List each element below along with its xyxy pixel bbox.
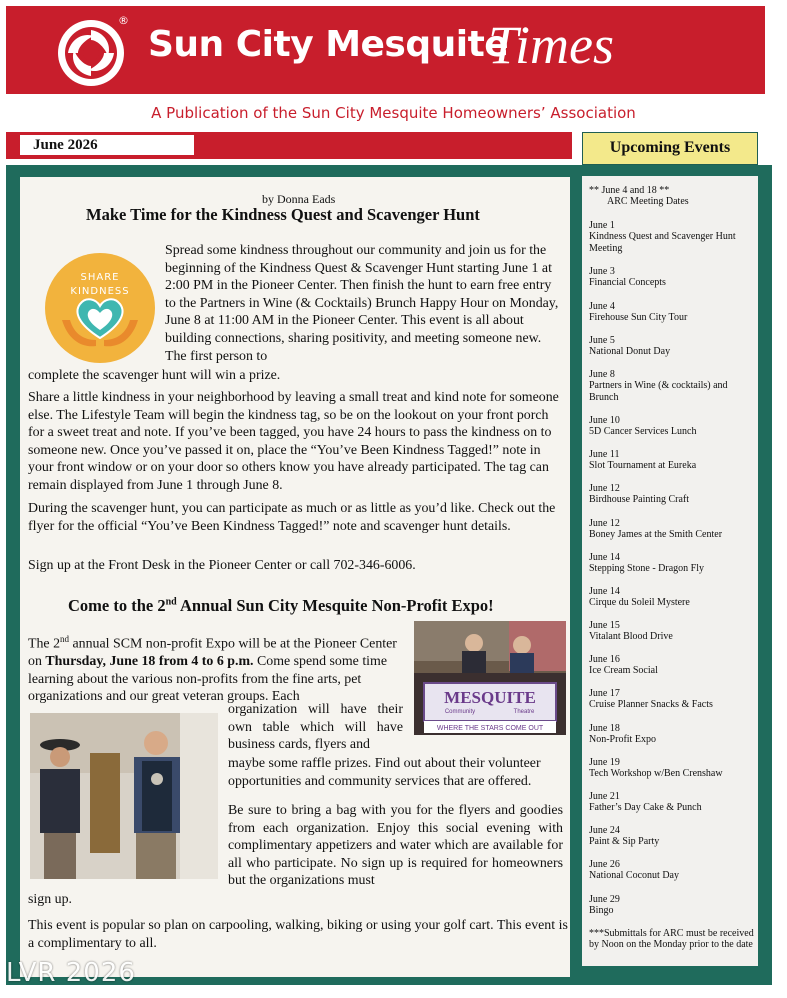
event-name: National Donut Day: [589, 346, 671, 358]
event-item: [589, 483, 755, 506]
event-date: June 12: [589, 483, 620, 494]
event-date: June 19: [589, 757, 620, 768]
event-date: June 1: [589, 220, 615, 231]
expo-banner-theatre: Theatre: [513, 709, 535, 715]
expo-table-photo: [414, 621, 566, 735]
article-byline: by Donna Eads: [262, 192, 336, 206]
event-name: Kindness Quest and Scavenger Hunt Meeting: [589, 231, 736, 254]
event-name: 5D Cancer Services Lunch: [589, 426, 697, 438]
badge-text-kindness: KINDNESS: [70, 286, 130, 297]
event-date: June 21: [589, 791, 620, 802]
event-date: June 5: [589, 335, 615, 346]
event-date: June 14: [589, 586, 620, 597]
event-date: June 4: [589, 301, 615, 312]
kindness-paragraph-1-end: complete the scavenger hunt will win a prize.: [28, 368, 281, 383]
event-item: [589, 688, 755, 711]
event-item: [589, 266, 755, 289]
badge-text-share: SHARE: [80, 272, 120, 283]
event-item: [589, 654, 755, 677]
event-name: Father’s Day Cake & Punch: [589, 802, 702, 814]
event-name: Financial Concepts: [589, 277, 666, 289]
event-name: Cirque du Soleil Mystere: [589, 597, 690, 609]
event-name: Boney James at the Smith Center: [589, 529, 723, 541]
expo-p1-c: Come spend some time learning about the various non-profits from the fine arts, pet organizations and our great veteran groups. Each: [28, 654, 388, 705]
lvr-watermark: LVR 2026: [6, 958, 136, 988]
event-date: June 18: [589, 723, 620, 734]
masthead-brand: Sun City Mesquite: [148, 24, 509, 65]
expo-paragraph-2: organization will have their own table which will have business cards, flyers and: [228, 702, 403, 753]
event-name: Firehouse Sun City Tour: [589, 312, 688, 324]
event-item: [589, 220, 755, 254]
masthead-brand-script: Times: [488, 15, 615, 75]
event-date: June 8: [589, 369, 615, 380]
expo-banner-tagline: WHERE THE STARS COME OUT: [436, 725, 544, 732]
event-item: [589, 586, 755, 609]
event-date: June 10: [589, 415, 620, 426]
expo-paragraph-1: [28, 631, 408, 706]
expo-date-time: Thursday, June 18 from 4 to 6 p.m.: [45, 654, 254, 670]
event-date: June 17: [589, 688, 620, 699]
kindness-paragraph-3: During the scavenger hunt, you can participate as much or as little as you’d like. Check out the flyer for the official “You’ve Been Kindness Tagged!” note and scavenger hunt details.: [28, 501, 556, 534]
expo-banner-community: Community: [444, 709, 476, 715]
article-title-kindness: Make Time for the Kindness Quest and Scavenger Hunt: [86, 205, 480, 224]
event-name: Vitalant Blood Drive: [589, 631, 673, 643]
arc-footnote: ***Submittals for ARC must be received by Noon on the Monday prior to the date: [589, 928, 754, 951]
event-name: Paint & Sip Party: [589, 836, 660, 848]
expo-p1-b: annual SCM non-profit Expo will be at the Pioneer Center on: [28, 636, 397, 670]
sun-city-logo-icon: [56, 18, 126, 88]
event-name: ARC Meeting Dates: [607, 196, 689, 208]
expo-title-sup: nd: [165, 596, 177, 608]
event-date: June 24: [589, 825, 620, 836]
event-name: Partners in Wine (& cocktails) and Brunch: [589, 380, 728, 403]
event-item: [589, 791, 755, 814]
kindness-signup: Sign up at the Front Desk in the Pioneer Center or call 702-346-6006.: [28, 558, 416, 573]
event-item: [589, 757, 755, 780]
event-item: [589, 825, 755, 848]
event-date: June 11: [589, 449, 620, 460]
event-date: June 15: [589, 620, 620, 631]
event-item: [589, 620, 755, 643]
event-item: [589, 415, 755, 438]
event-date: June 14: [589, 552, 620, 563]
publication-line: A Publication of the Sun City Mesquite Homeowners’ Association: [151, 104, 636, 122]
expo-p1-a: The 2: [28, 636, 61, 652]
expo-banner-mesquite: MESQUITE: [444, 688, 536, 707]
kindness-paragraph-1: Spread some kindness throughout our community and join us for the beginning of the Kindness Quest & Scavenger Hunt starting June 1 at 2:00 PM in the Pioneer Center. Then finish the hunt to earn free entry to the Partners in Wine (& Cocktails) Brunch Happy Hour on Monday, June 8 at 11:00 AM in the Pioneer Center. This event is all about building connections, sharing positivity, and meeting someone new. The first person to: [165, 243, 559, 364]
event-name: Stepping Stone - Dragon Fly: [589, 563, 704, 575]
event-date: June 3: [589, 266, 615, 277]
event-name: Slot Tournament at Eureka: [589, 460, 697, 472]
event-item: [589, 518, 755, 541]
expo-paragraph-4: Be sure to bring a bag with you for the flyers and goodies from each organization. Enjoy this social evening with complimentary appetizers and water which are available for all who participate. No sign up is required for homeowners but the organizations must: [228, 803, 563, 889]
event-item: [589, 301, 755, 324]
event-item: [589, 859, 755, 882]
event-name: Non-Profit Expo: [589, 734, 656, 746]
event-item: [589, 894, 755, 917]
share-kindness-badge-icon: [40, 248, 160, 368]
expo-paragraph-4-end: sign up.: [28, 892, 72, 907]
event-name: Cruise Planner Snacks & Facts: [589, 699, 713, 711]
event-date: June 12: [589, 518, 620, 529]
issue-date: June 2026: [20, 135, 194, 155]
kindness-paragraph-2: Share a little kindness in your neighborhood by leaving a small treat and kind note for someone else. The Lifestyle Team will begin the kindness tag, so be on the lookout on your front porch for a sweet treat and note. If you’ve been tagged, you have 24 hours to pass the kindness on to someone new. Once you’ve passed it on, place the “You’ve Been Kindness Tagged!” note in your front window or on your door so others know you have already participated. The tag can remain displayed from June 1 through June 8.: [28, 390, 559, 493]
event-item: [589, 723, 755, 746]
event-item: [589, 335, 755, 358]
event-item-arc: [589, 185, 755, 208]
veterans-photo: [30, 713, 218, 879]
expo-p1-sup: nd: [60, 634, 70, 644]
event-item: [589, 449, 755, 472]
event-item: [589, 552, 755, 575]
event-name: Birdhouse Painting Craft: [589, 494, 689, 506]
upcoming-events-title: Upcoming Events: [582, 132, 758, 165]
event-date: June 26: [589, 859, 620, 870]
registered-mark: ®: [118, 14, 129, 27]
event-date: ** June 4 and 18 **: [589, 185, 670, 196]
event-name: Ice Cream Social: [589, 665, 658, 677]
event-date: June 29: [589, 894, 620, 905]
event-name: Bingo: [589, 905, 614, 917]
expo-paragraph-3: maybe some raffle prizes. Find out about their volunteer opportunities and community services that are offered.: [228, 756, 541, 789]
expo-paragraph-5: This event is popular so plan on carpooling, walking, biking or using your golf cart. This event is a complimentary to all.: [28, 918, 568, 951]
event-name: National Coconut Day: [589, 870, 679, 882]
expo-title-b: Annual Sun City Mesquite Non-Profit Expo!: [176, 596, 494, 615]
event-date: June 16: [589, 654, 620, 665]
expo-title-a: Come to the 2: [68, 596, 166, 615]
article-title-expo: [68, 596, 494, 616]
event-name: Tech Workshop w/Ben Crenshaw: [589, 768, 723, 780]
event-item: [589, 369, 755, 403]
